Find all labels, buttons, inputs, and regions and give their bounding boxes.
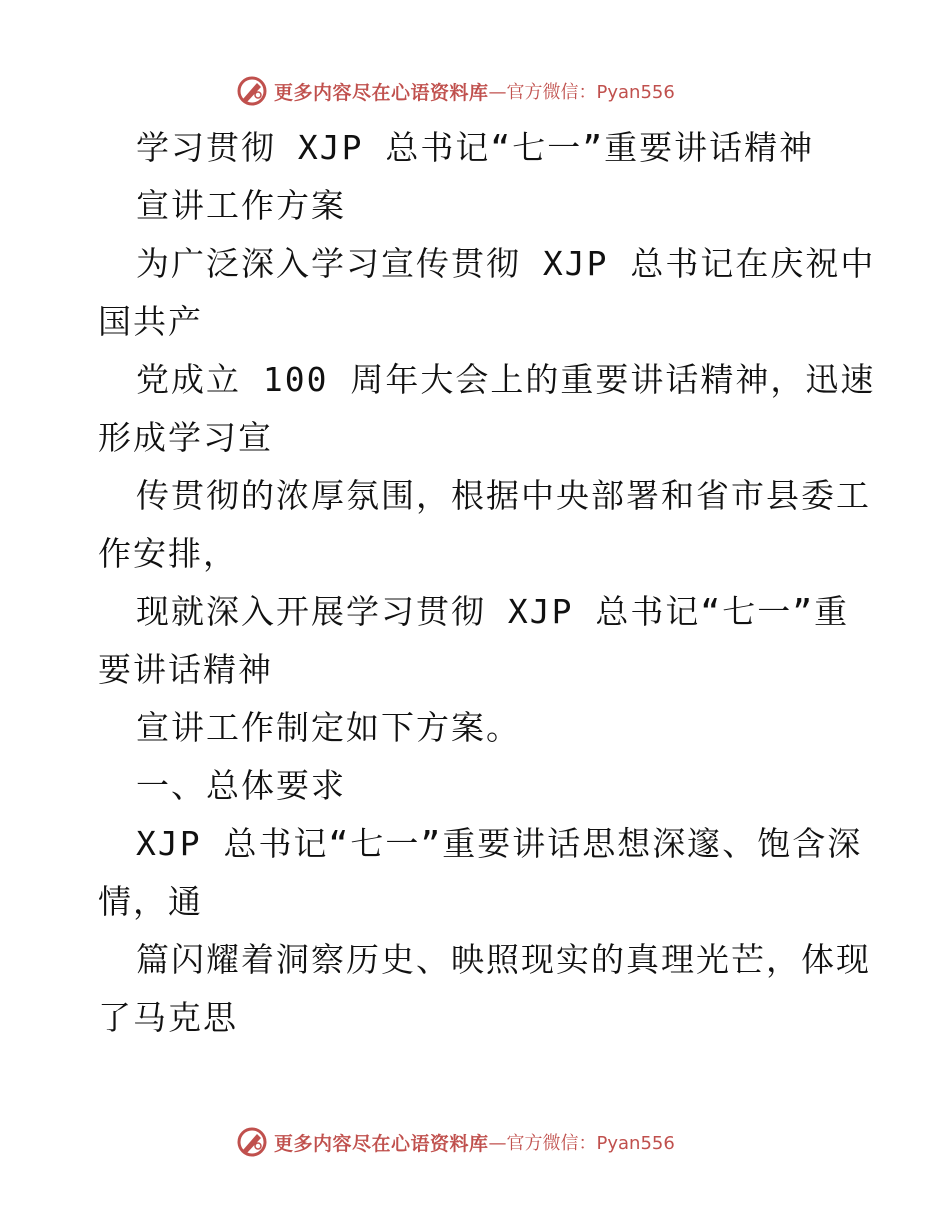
text-line: 现就深入开展学习贯彻 XJP 总书记“七一”重 [136,592,850,631]
banner-main-text: 更多内容尽在心语资料库 [274,1132,489,1155]
footer-banner [236,1125,716,1159]
pen-seal-icon [236,75,268,107]
text-line: 作安排， [98,534,238,573]
pen-seal-icon [236,1126,268,1158]
text-line: 情，通 [98,882,203,921]
text-line: 宣讲工作制定如下方案。 [136,708,521,747]
header-banner [236,74,716,108]
text-line: 党成立 100 周年大会上的重要讲话精神，迅速 [136,360,876,399]
banner-contact-text: —官方微信：Pyan556 [488,82,675,103]
text-line: 国共产 [98,302,203,341]
banner-contact-text: —官方微信：Pyan556 [488,1133,675,1154]
text-line: 篇闪耀着洞察历史、映照现实的真理光芒，体现 [136,940,871,979]
section-heading: 一、总体要求 [136,766,346,805]
text-line: XJP 总书记“七一”重要讲话思想深邃、饱含深 [136,824,863,863]
text-line: 了马克思 [98,998,238,1037]
banner-main-text: 更多内容尽在心语资料库 [274,81,489,104]
subtitle-line: 宣讲工作方案 [136,186,346,225]
title-line: 学习贯彻 XJP 总书记“七一”重要讲话精神 [136,128,815,167]
text-line: 传贯彻的浓厚氛围，根据中央部署和省市县委工 [136,476,871,515]
text-line: 为广泛深入学习宣传贯彻 XJP 总书记在庆祝中 [136,244,876,283]
text-line: 要讲话精神 [98,650,273,689]
text-line: 形成学习宣 [98,418,273,457]
